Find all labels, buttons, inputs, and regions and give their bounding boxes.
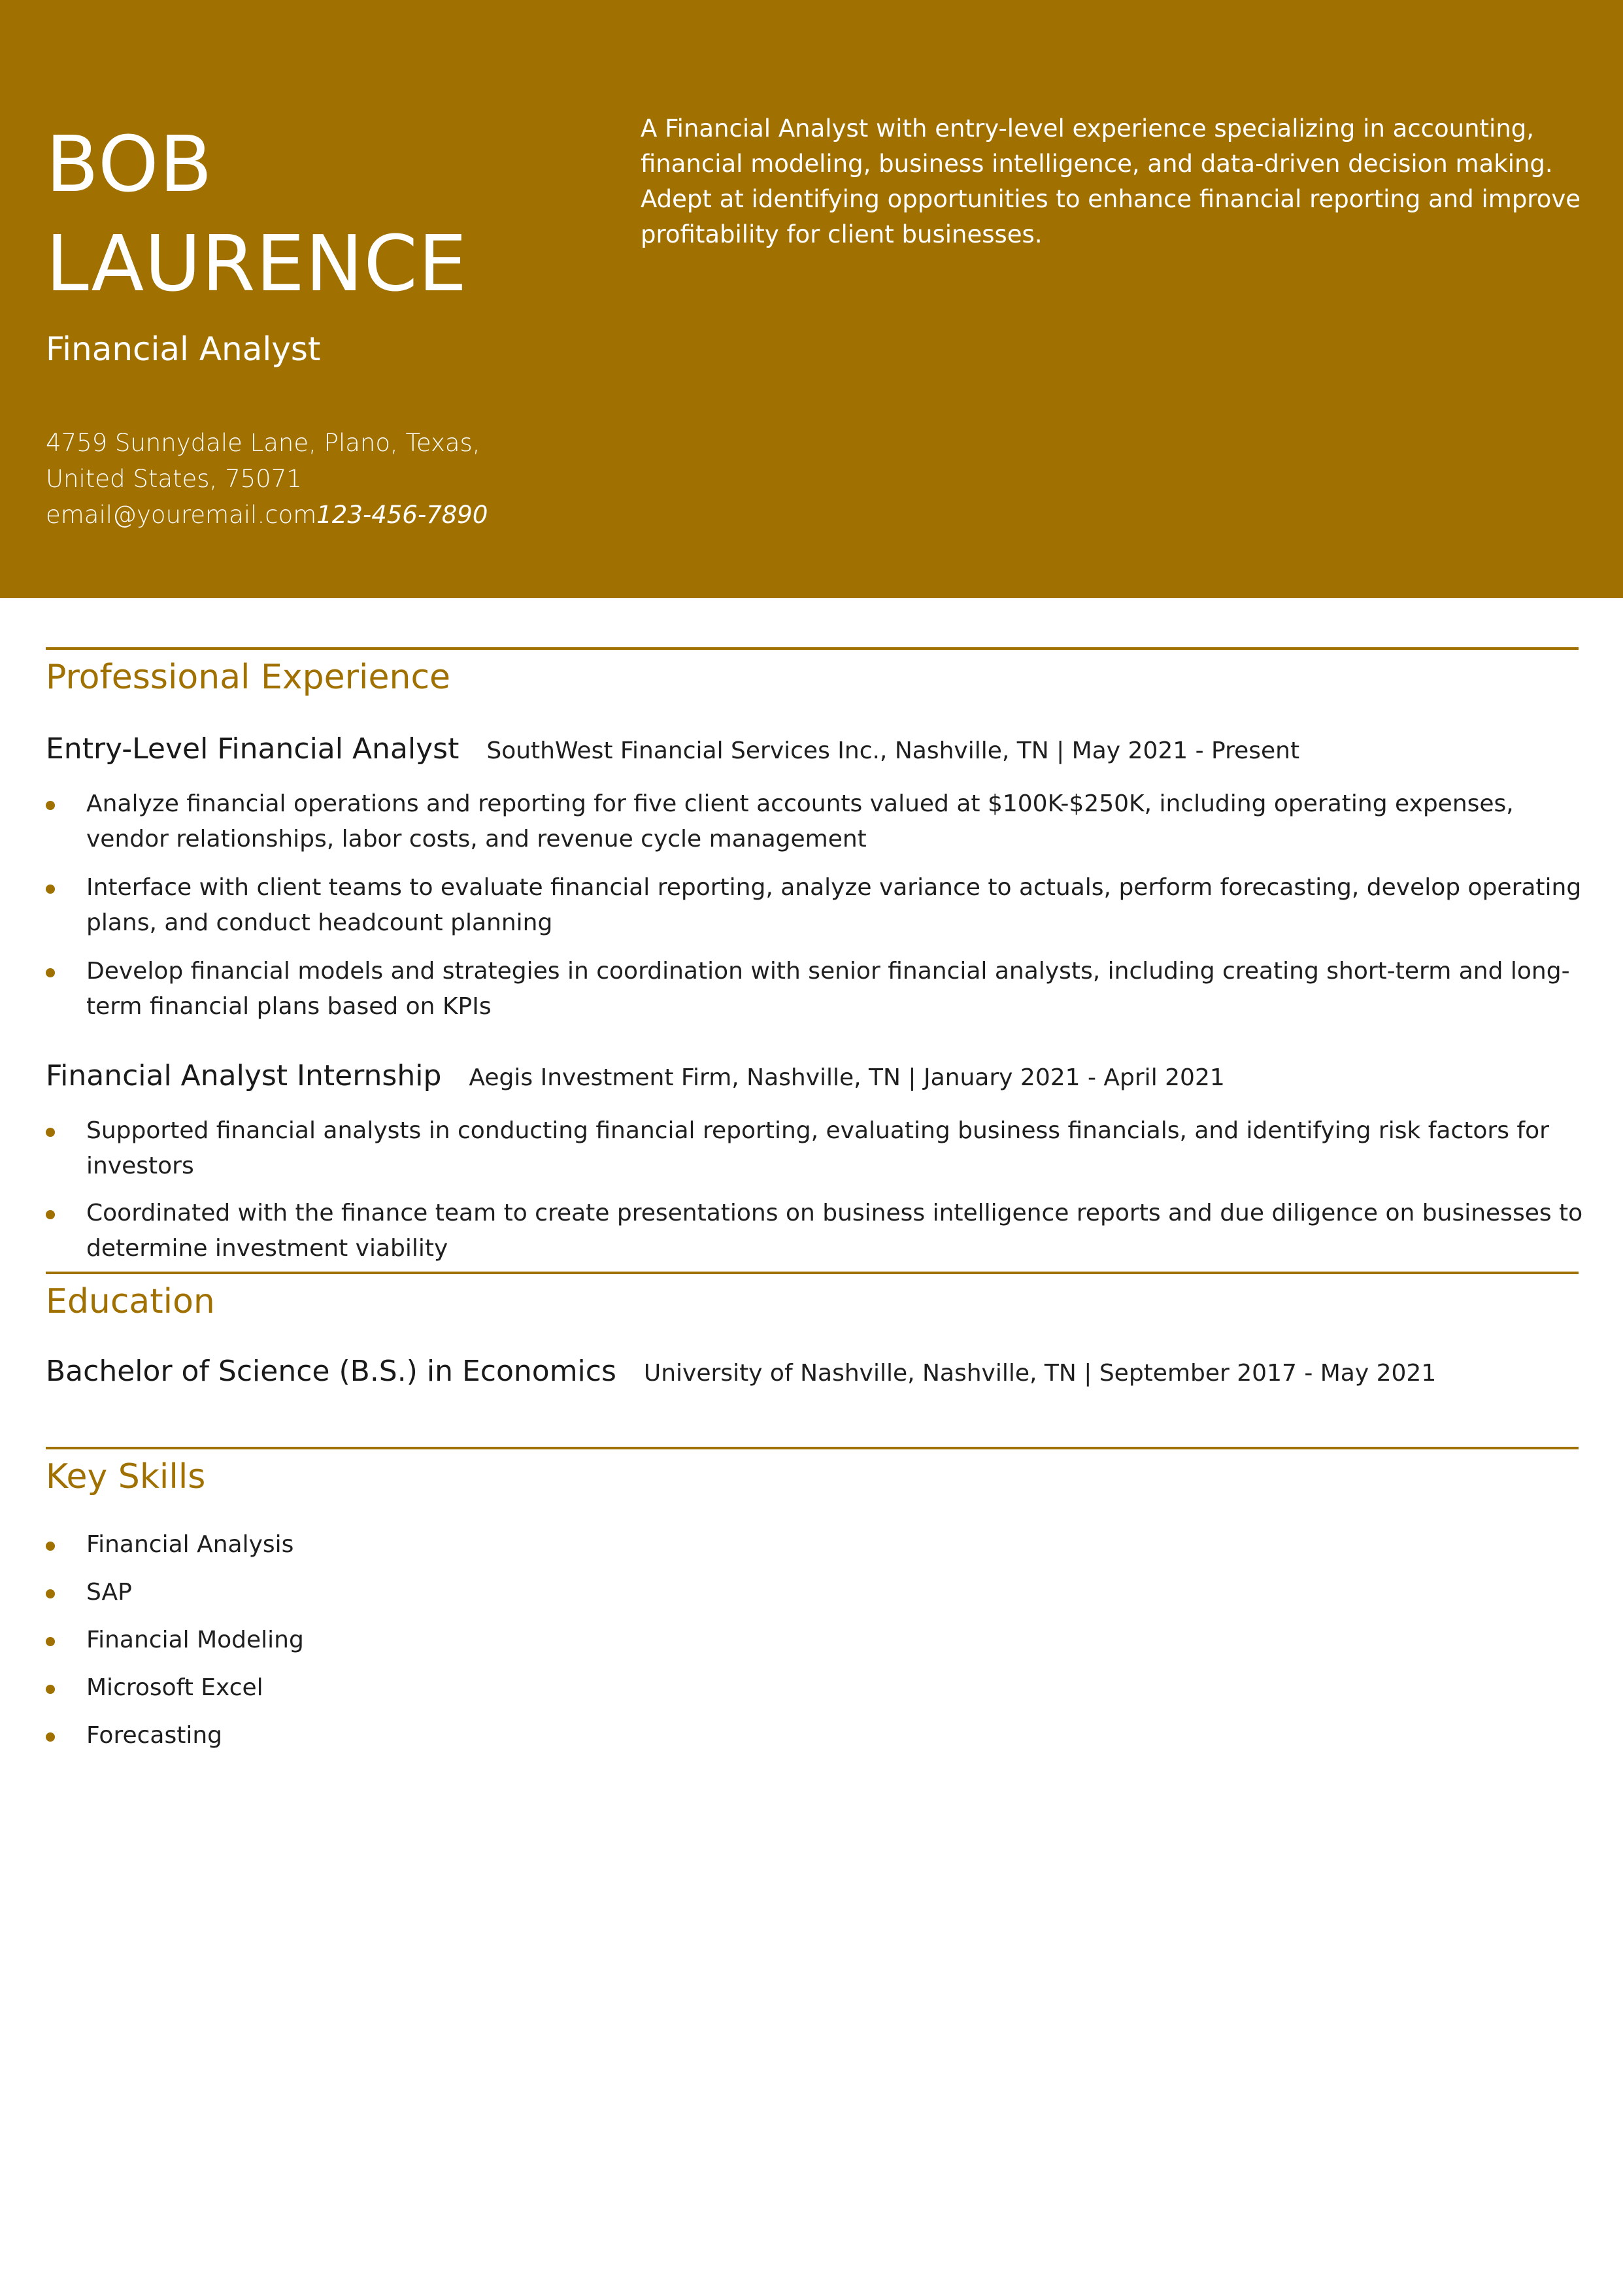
skill-text: Financial Analysis [86,1531,294,1558]
list-item [46,870,1588,941]
section-divider [46,1447,1579,1449]
experience-section [46,647,1579,697]
summary: A Financial Analyst with entry-level experience specializing in accounting, financial modeling, business intelligence, and data-driven decision making. Adept at identifying opportunities to enhance financial reporting and improve profitability for client businesses. [641,114,1581,248]
list-item [46,1196,1588,1266]
job-role: Financial Analyst Internship [46,1059,442,1092]
last-name: LAURENCE [46,218,468,309]
contact-info [46,425,543,533]
skills-list [46,1527,1588,1753]
job-title: Financial Analyst [46,330,321,368]
bullet-dot [46,1128,55,1137]
list-item [46,954,1588,1024]
skill-text: Microsoft Excel [86,1674,263,1701]
list-item [46,1575,1588,1610]
list-item [46,1623,1588,1658]
bullet-dot [46,968,55,977]
phone: 123-456-7890 [316,501,488,529]
first-name: BOB [46,119,213,209]
job-role: Entry-Level Financial Analyst [46,732,460,766]
job-bullets [46,1113,1588,1266]
section-title-skills: Key Skills [46,1457,206,1496]
address: 4759 Sunnydale Lane, Plano, Texas, United States, 75071 [46,429,480,493]
job-bullets [46,786,1588,1024]
education-entry [46,1355,1436,1388]
section-title-experience: Professional Experience [46,658,451,697]
candidate-name [46,114,467,313]
job-meta: Aegis Investment Firm, Nashville, TN | January 2021 - April 2021 [469,1064,1225,1091]
list-item [46,1527,1588,1562]
education-section [46,1272,1579,1321]
bullet-dot [46,1589,55,1598]
bullet-text: Coordinated with the finance team to create presentations on business intelligence reports and due diligence on businesses to determine investment viability [86,1200,1583,1262]
section-title-education: Education [46,1282,215,1321]
bullet-dot [46,1210,55,1219]
degree: Bachelor of Science (B.S.) in Economics [46,1355,616,1388]
bullet-dot [46,801,55,810]
bullet-text: Interface with client teams to evaluate financial reporting, analyze variance to actuals, perform forecasting, develop operating plans, and conduct headcount planning [86,874,1582,936]
list-item [46,786,1588,857]
job-header [46,1059,1225,1092]
bullet-dot [46,1637,55,1646]
skill-text: Forecasting [86,1722,223,1749]
section-divider [46,647,1579,650]
skills-section [46,1447,1579,1496]
bullet-text: Supported financial analysts in conducting financial reporting, evaluating business financials, and identifying risk factors for investors [86,1117,1549,1179]
job-meta: SouthWest Financial Services Inc., Nashville, TN | May 2021 - Present [486,737,1300,764]
skill-text: SAP [86,1579,132,1606]
email: email@youremail.com [46,501,317,529]
bullet-dot [46,1685,55,1694]
section-divider [46,1272,1579,1274]
bullet-dot [46,1542,55,1551]
list-item [46,1113,1588,1184]
header-banner [0,0,1623,598]
list-item [46,1718,1588,1753]
bullet-dot [46,1732,55,1742]
bullet-dot [46,885,55,894]
bullet-text: Develop financial models and strategies in coordination with senior financial analysts, including creating short-term and long-term financial plans based on KPIs [86,958,1570,1020]
bullet-text: Analyze financial operations and reporting for five client accounts valued at $100K-$250K, including operating expenses, vendor relationships, labor costs, and revenue cycle management [86,790,1514,853]
education-meta: University of Nashville, Nashville, TN | September 2017 - May 2021 [643,1360,1437,1387]
list-item [46,1670,1588,1706]
job-header [46,732,1299,766]
skill-text: Financial Modeling [86,1627,304,1653]
email-phone-line [46,497,543,533]
